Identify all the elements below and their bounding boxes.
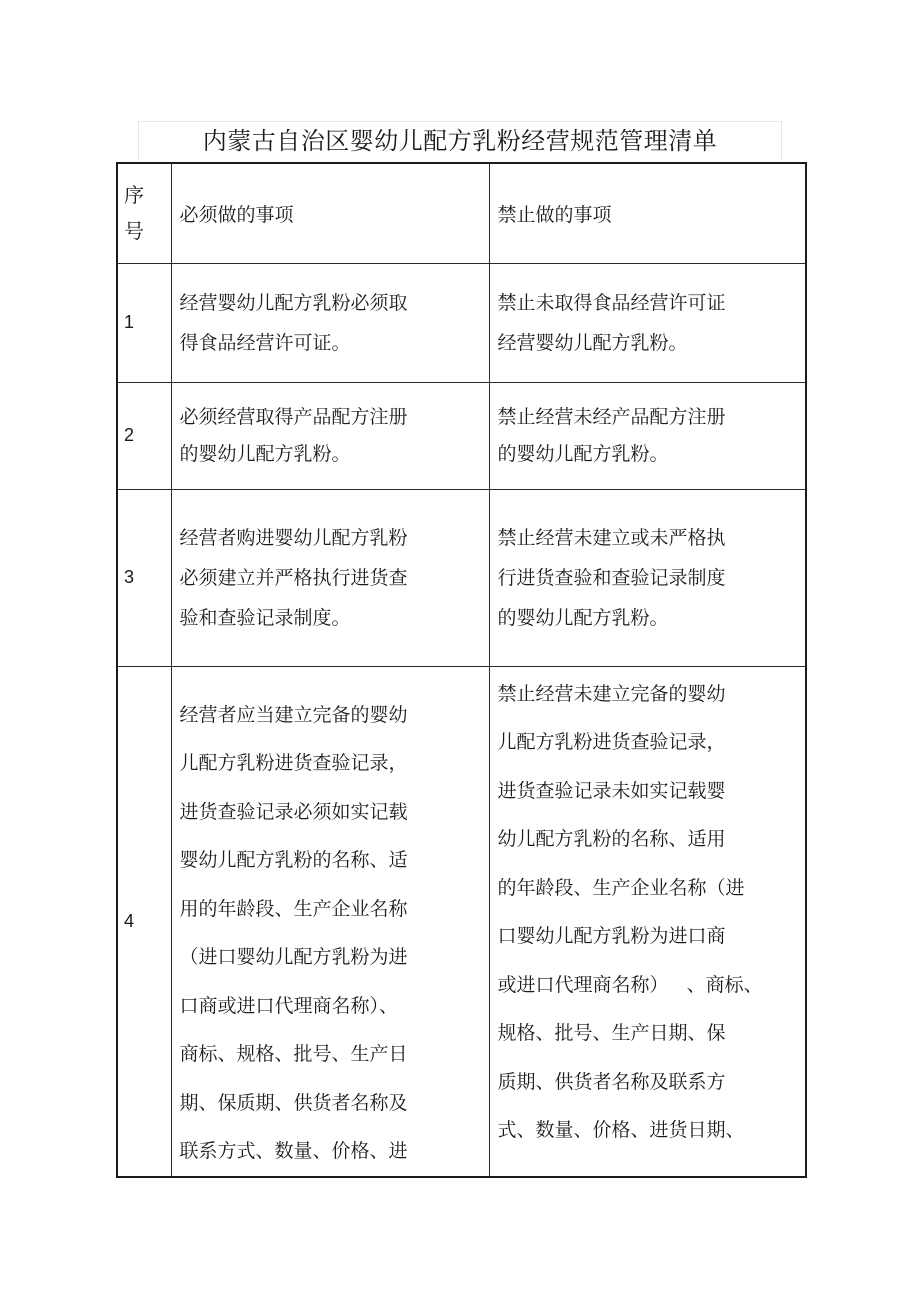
forbid-line: 禁止经营未经产品配方注册: [497, 405, 726, 428]
must-line: （进口婴幼儿配方乳粉为进: [179, 946, 408, 968]
must-line: 商标、规格、批号、生产日: [179, 1043, 408, 1065]
table-row: [117, 489, 806, 666]
header-forbid-label: 禁止做的事项: [497, 203, 612, 226]
forbid-line: 经营婴幼儿配方乳粉。: [497, 331, 688, 354]
forbid-cell: [489, 382, 806, 489]
must-line: 经营者购进婴幼儿配方乳粉: [179, 526, 408, 549]
forbid-cell: [489, 666, 806, 1177]
header-seq: [117, 163, 171, 263]
must-cell: [171, 666, 489, 1177]
must-line: 必须建立并严格执行进货查: [179, 566, 408, 589]
forbid-line: 口婴幼儿配方乳粉为进口商: [497, 925, 726, 947]
must-line: 用的年龄段、生产企业名称: [179, 897, 408, 920]
must-line: 经营婴幼儿配方乳粉必须取: [179, 291, 408, 314]
forbid-line: 质期、供货者名称及联系方: [497, 1070, 726, 1093]
must-cell: [171, 382, 489, 489]
must-line: 婴幼儿配方乳粉的名称、适: [179, 849, 408, 871]
forbid-line: 行进货查验和查验记录制度: [497, 566, 726, 589]
forbid-line: 的婴幼儿配方乳粉。: [497, 606, 669, 629]
must-cell: [171, 489, 489, 666]
regulation-table: [116, 162, 807, 1178]
header-must: [171, 163, 489, 263]
forbid-cell: [489, 263, 806, 382]
must-line: 联系方式、数量、价格、进: [179, 1140, 408, 1162]
forbid-line: 禁止经营未建立或未严格执: [497, 526, 726, 549]
header-seq-line2: 号: [124, 219, 144, 244]
must-line: 得食品经营许可证。: [179, 331, 351, 354]
forbid-line: 进货查验记录未如实记载婴: [497, 779, 726, 802]
must-cell: [171, 263, 489, 382]
must-line: 进货查验记录必须如实记载: [179, 800, 408, 823]
header-must-label: 必须做的事项: [179, 203, 294, 226]
forbid-line: 式、数量、价格、进货日期、: [497, 1119, 745, 1141]
forbid-line: 或进口代理商名称） 、商标、: [497, 973, 763, 996]
forbid-line: 禁止经营未建立完备的婴幼: [497, 682, 726, 705]
must-line: 必须经营取得产品配方注册: [179, 405, 408, 428]
must-line: 的婴幼儿配方乳粉。: [179, 442, 351, 465]
row-number: 3: [117, 489, 171, 666]
table-row: [117, 666, 806, 1177]
title-box: [138, 121, 782, 161]
table-header-row: [117, 163, 806, 263]
header-seq-line1: 序: [124, 183, 144, 208]
must-line: 经营者应当建立完备的婴幼: [179, 703, 408, 726]
forbid-line: 的年龄段、生产企业名称（进: [497, 876, 745, 899]
must-line: 期、保质期、供货者名称及: [179, 1091, 408, 1114]
must-line: 验和查验记录制度。: [179, 606, 351, 629]
must-line: 口商或进口代理商名称）、: [179, 994, 399, 1017]
document-title: 内蒙古自治区婴幼儿配方乳粉经营规范管理清单: [202, 127, 718, 155]
forbid-line: 的婴幼儿配方乳粉。: [497, 442, 669, 465]
must-line: 儿配方乳粉进货查验记录，: [179, 752, 408, 774]
row-number: 2: [117, 382, 171, 489]
forbid-line: 儿配方乳粉进货查验记录，: [497, 731, 726, 753]
forbid-line: 禁止未取得食品经营许可证: [497, 291, 726, 314]
table-row: [117, 263, 806, 382]
forbid-cell: [489, 489, 806, 666]
header-forbid: [489, 163, 806, 263]
forbid-line: 规格、批号、生产日期、保: [497, 1022, 726, 1044]
row-number: 1: [117, 263, 171, 382]
forbid-line: 幼儿配方乳粉的名称、适用: [497, 828, 726, 850]
table-row: [117, 382, 806, 489]
row-number: 4: [117, 666, 171, 1177]
